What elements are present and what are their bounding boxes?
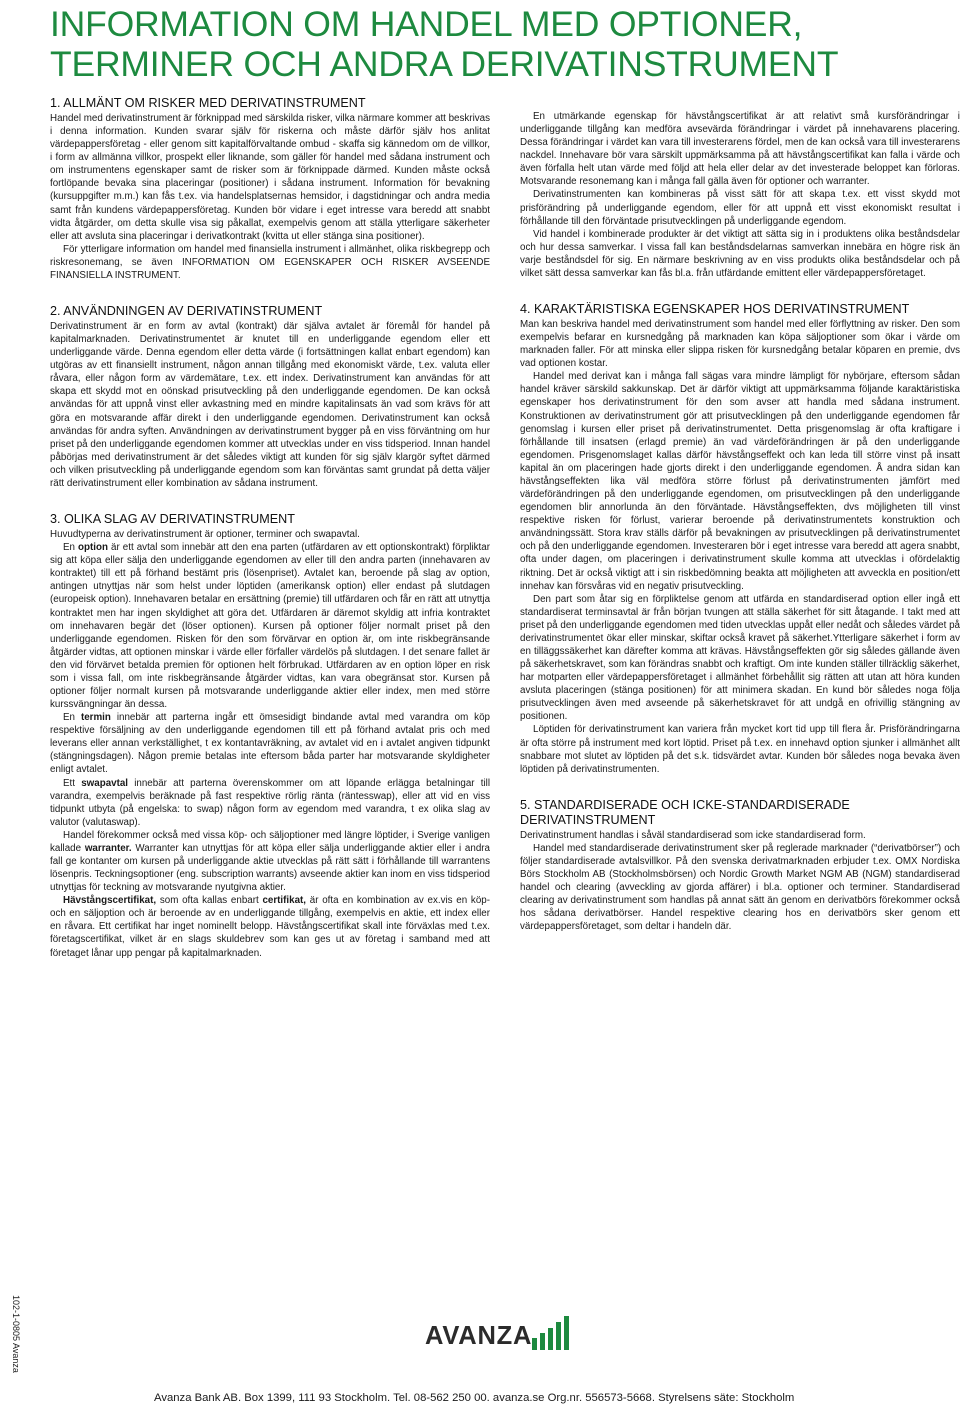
logo-wordmark: AVANZA (425, 1322, 533, 1350)
termin-lead: En (63, 712, 75, 724)
warrant-term: warranter. (84, 842, 132, 854)
swap-term: swapavtal (81, 777, 129, 789)
section-3-intro: Huvudtyperna av derivatinstrument är optioner, terminer och swapavtal. (50, 529, 360, 541)
warrant-text: Warranter kan utnyttjas för att köpa eller sälja underliggande aktier eller i andra fall ge kontanter om kursen på underliggande aktie utvecklas på rätt sätt i förhållande till warrantens lösenpris. Teckningsoptioner (eng. subscription warrants) avseende aktier kan inom en viss tidsperiod utnyttjas för teckning av motsvarande nyutgivna aktier. (50, 842, 490, 894)
swap-paragraph (50, 777, 490, 829)
section-2-paragraph: Derivatinstrument är en form av avtal (kontrakt) där själva avtalet är föremål för handel på kapitalmarknaden. Derivatinstrumentet är knutet till en underliggande egendom eller ett underliggande värde. Denna egendom eller detta värde (i fortsättningen kallat enbart egendom) kan utgöras av ett finansiellt instrument, någon annan tillgång med ekonomiskt värde, t.ex. valuta eller råvara, eller någon form av värdemätare, t.ex. ett index. Derivatinstrument kan användas för att skapa ett skydd mot en oönskad prisutveckling på den underliggande egendomen. De kan också användas för att uppnå vinst eller avkastning med en mindre kapitalinsats än vad som krävs för att göra en motsvarande affär direkt i den underliggande egendomen. Derivatinstrument kan också användas för andra syften. Användningen av derivatinstrument bygger på en viss förväntning om hur priset på den underliggande egendomen kommer att utvecklas under en viss tidsperiod. Innan handel påbörjas med derivatinstrument är det således viktigt att kunden för sig själv klargör syftet därmed och vilken prisutveckling på underliggande egendom som kan förväntas samt grundat på detta väljer rätt derivatinstrument eller kombination av sådana instrument. (50, 321, 490, 489)
section-5-heading-line2: DERIVATINSTRUMENT (520, 812, 656, 827)
section-1-paragraph: Handel med derivatinstrument är förknippad med särskilda risker, vilka närmare kommer att beskrivas i denna information. Kunden svarar själv för riskerna och måste därför själv hos anlitat värdepappersföretag - eller genom sitt kapitalförvaltande ombud - skaffa sig kännedom om de villkor, i form av allmänna villkor, prospekt eller liknande, som gäller för handel med sådana instrument och om instrumentens egenskaper samt de risker som är förknippade därmed. Kunden måste också fortlöpande bevaka sina placeringar (positioner) i sådana instrument. Information för bevakning (kursuppgifter m.m.) kan fås t.ex. via handelsplatsernas hemsidor, i dagstidningar och andra media samt från kundens värdepappersföretag. Kunden bör vidare i eget intresse vara beredd att snabbt vidta åtgärder, om detta skulle visa sig påkallat, exempelvis genom att ställa ytterligare säkerheter eller att avsluta sina placeringar i derivatkontrakt (kvitta ut eller stänga sina positioner). (50, 113, 490, 242)
section-5-paragraph: Derivatinstrument handlas i såväl standardiserad som icke standardiserad form. (520, 829, 866, 841)
section-4-paragraph: Löptiden för derivatinstrument kan variera från mycket kort tid upp till flera år. Prisförändringarna är ofta större på instrument med kort löptid. Priset på t.ex. en innehavd option sjunker i allmänhet allt snabbare mot slutet av löptiden på det s.k. tidsvärdet avtar. Kunden bör således noga bevaka även löptiden på derivatinstrumenten. (520, 724, 960, 775)
section-4-paragraph: Den part som åtar sig en förpliktelse genom att utfärda en standardiserad option eller ingå ett standardiserat terminsavtal är från början tvungen att ställa säkerhet för sitt åtagande. I takt med att priset på den underliggande egendomen med tiden utvecklas uppåt eller nedåt och således värdet på derivatinstrumentet ökar eller minskar, skiftar också kravet på säkerhet.Ytterligare säkerhet i form av en tilläggssäkerhet kan därefter komma att krävas. Hävstångseffekten gör sig således gällande även på säkerhetskravet, som kan förändras snabbt och kraftigt. Om inte kunden ställer tillräcklig säkerhet, har motparten eller värdepappersföretaget i allmänhet förbehållit sig rätten att utan att höra kunden avsluta placeringen (stänga positionen) för att minimera skadan. En kund bör således noga följa prisutvecklingen även med avseende på säkerhetskravet för att undgå en ofrivillig stängning av positionen. (520, 593, 960, 723)
termin-term: termin (80, 712, 111, 724)
option-text: är ett avtal som innebär att den ena parten (utfärdaren av ett optionskontrakt) förpliktar sig att köpa eller sälja den underliggande egendomen av eller till den andra parten (innehavaren av kontraktet) till ett på förhand bestämt pris (lösenpriset). Avtalet kan, beroende på slag av option, antingen utnyttjas när som helst under löptiden (amerikansk option) eller endast på slutdagen (europeisk option). Innehavaren betalar en ersättning (premie) till utfärdaren och får en rätt att utnyttja kontraktet men har ingen skyldighet att göra det. Utfärdaren är däremot skyldig att infria kontraktet om innehavaren begär det (löser optionen). Kursen på optioner följer normalt priset på den underliggande egendomen. Risken för den som förvärvar en option är, om inte riskbegränsande åtgärder vidtas, att optionen minskar i värde eller förfaller värdelös på slutdagen. I det senare fallet är den vid förvärvet betalda premien för optionen helt förbrukad. Utfärdaren av en option löper en risk som i vissa fall, om inte riskbegränsande åtgärder vidtas, kan vara obegränsat stor. Kursen på optioner följer normalt kursen på motsvarande underliggande aktier eller index, men med större kurssvängningar än dessa. (50, 542, 491, 711)
termin-text: innebär att parterna ingår ett ömsesidigt bindande avtal med varandra om köp respektive försäljning av den underliggande egendomen till ett på förhand avtalat pris och med leverans eller annan verkställighet, t ex kontantavräkning, av avtalet vid en i avtalet angiven tidpunkt (stängningsdagen). Någon premie betalas inte eftersom båda parter har motsvarande skyldigheter enligt avtalet. (50, 712, 490, 776)
certificate-mid: som ofta kallas enbart (159, 895, 259, 907)
avanza-logo (425, 1322, 575, 1350)
certificate-text: är ofta en kombination av ex.vis en köp- och en säljoption och är beroende av en underliggande tillgång, exempelvis en aktie, ett index eller en råvara. Ett certifikat har inget nominellt belopp. Hävstångscertifikat skall inte förväxlas med t.ex. företagscertifikat, vilket är en slags skuldebrev som kan ges ut av företag i samband med att företaget lånar upp pengar på kapitalmarknaden. (50, 895, 490, 959)
section-4-paragraph: Handel med derivat kan i många fall sägas vara mindre lämpligt för nybörjare, eftersom sådan handel kräver särskild sakkunskap. Det är därför viktigt att uppmärksamma följande karaktäristiska egenskaper hos derivatinstrument för den som avser att handla med sådana instrument. Konstruktionen av derivatinstrument gör att prisutvecklingen på den underliggande egendomen får genomslag i kursen eller priset på derivatinstrumentet. Detta prisgenomslag är ofta kraftigare i förhållande till insatsen (erlagd premie) än vad värdeförändringen är på den underliggande egendomen. Prisgenomslaget kallas därför hävstångseffekt och kan leda till större vinst på insatt kapital än om placeringen hade gjorts direkt i den underliggande egendomen. Å andra sidan kan hävstångseffekten lika väl medföra större förlust på derivatinstrumenten jämfört med värdeförändringen på den underliggande egendomen, om prisutvecklingen på den underliggande egendomen blir annorlunda än den förväntade. Hävstångseffekten, dvs möjligheten till vinst respektive risken för förlust, varierar beroende på derivatinstrumentets konstruktion och användningssätt. Stora krav ställs därför på bevakningen av prisutvecklingen på derivatinstrumentet och på den underliggande egendomen. Investeraren bör i eget intresse vara beredd att agera snabbt, ofta under dagen, om placeringen i derivatinstrument skulle komma att utvecklas i ofördelaktig riktning. Det är också viktigt att i sin riskbedömning beakta att möjligheten att avveckla en position/ett innehav kan försvåras vid en negativ prisutveckling. (520, 371, 960, 592)
certificate-term: certifikat, (262, 895, 307, 907)
section-2-heading: 2. ANVÄNDNINGEN AV DERIVATINSTRUMENT (50, 304, 323, 319)
document-title-line1: INFORMATION OM HANDEL MED OPTIONER, (50, 4, 803, 44)
document-title (50, 4, 930, 84)
right-column (520, 110, 960, 933)
section-5-heading-line1: 5. STANDARDISERADE OCH ICKE-STANDARDISERADE (520, 797, 850, 812)
logo-bars-icon (532, 1316, 576, 1350)
section-5-heading (520, 798, 960, 828)
right-intro-paragraph: Vid handel i kombinerade produkter är det viktigt att sätta sig in i produktens olika beståndsdelar och hur dessa samverkar. I vissa fall kan beståndsdelarnas samverkan innebära en högre risk än varje beståndsdel för sig. En närmare beskrivning av en viss produkts olika beståndsdelar och på vilket sätt dessa samverkar kan fås bl.a. från utfärdande emittent eller värdepappersföretaget. (520, 228, 960, 279)
section-5-paragraph: Handel med standardiserade derivatinstrument sker på reglerade marknader (“derivatbörser”) och följer standardiserade avtalsvillkor. På den svenska derivatmarknaden erbjuder t.ex. OMX Nordiska Börs Stockholm AB (Stockholmsbörsen) och Nordic Growth Market NGM AB (NGM) standardiserad handel och clearing (avveckling av gjorda affärer) i bl.a. optioner och terminer. Standardiserad clearing av derivatinstrument som handlas på annat sätt än genom en derivatbörs förekommer också hos sådana derivatbörser. Handel respektive clearing hos en derivatbörs sker genom ett värdepappersföretaget, som deltar i handeln där. (520, 842, 960, 933)
swap-lead: Ett (63, 777, 75, 789)
warrant-paragraph (50, 829, 490, 894)
section-3-heading: 3. OLIKA SLAG AV DERIVATINSTRUMENT (50, 512, 295, 527)
section-4-heading: 4. KARAKTÄRISTISKA EGENSKAPER HOS DERIVATINSTRUMENT (520, 302, 910, 317)
warrant-lead: Handel förekommer också med vissa köp- och säljoptioner med längre löptider, i Sverige vanligen kallade (50, 829, 490, 854)
certificate-paragraph (50, 894, 490, 959)
termin-paragraph (50, 711, 490, 776)
right-intro-paragraph: En utmärkande egenskap för hävstångscertifikat är att relativt små kursförändringar i underliggande tillgång kan medföra avsevärda förändringar i värdet på innehavarens placering. Dessa förändringar i värdet kan vara till investerarens fördel, men de kan också vara till investerarens nackdel. Innehavare bör vara särskilt uppmärksamma på att hävstångscertifikat kan falla i värde och även förfalla helt utan värde med följd att hela eller delar av det investerade beloppet kan förloras. Motsvarande resonemang kan i många fall gälla även för optioner och warranter. (520, 111, 960, 188)
option-lead: En (63, 542, 75, 554)
swap-text: innebär att parterna överenskommer om att löpande erlägga betalningar till varandra, exempelvis beräknade på fast respektive rörlig ränta (räntesswap), eller att vid en viss tidpunkt utbyta (på engelska: to swap) någon form av egendom med varandra, t ex olika slag av valutor (valutaswap). (50, 777, 491, 828)
section-4-paragraph: Man kan beskriva handel med derivatinstrument som handel med eller förflyttning av risker. Den som exempelvis befarar en kursnedgång på marknaden kan köpa säljoptioner som ökar i värde om marknaden faller. För att minska eller slippa risken för kursnedgång betalar köparen en premie, dvs vad optionen kostar. (520, 319, 960, 370)
footer-contact-line: Avanza Bank AB. Box 1399, 111 93 Stockholm. Tel. 08-562 250 00. avanza.se Org.nr. 556573-5668. Styrelsens säte: Stockholm (154, 1392, 795, 1404)
leverage-certificate-term: Hävstångscertifikat, (63, 895, 157, 907)
document-code: 102-1-0805 Avanza (11, 1295, 21, 1373)
left-column (50, 96, 490, 960)
option-paragraph (50, 541, 490, 711)
right-intro-paragraph: Derivatinstrumenten kan kombineras på visst sätt för att skapa t.ex. ett visst skydd mot prisförändring på underliggande egendom, eller för att uppnå ett visst ekonomiskt resultat i förhållande till den förväntade prisutvecklingen på underliggande egendom. (520, 189, 960, 227)
section-1-heading: 1. ALLMÄNT OM RISKER MED DERIVATINSTRUMENT (50, 96, 366, 110)
section-1-paragraph: För ytterligare information om handel med finansiella instrument i allmänhet, olika riskbegrepp och riskresonemang, se även INFORMATION OM EGENSKAPER OCH RISKER AVSEENDE FINANSIELLA INSTRUMENT. (50, 243, 490, 281)
document-title-line2: TERMINER OCH ANDRA DERIVATINSTRUMENT (50, 44, 839, 84)
option-term: option (78, 542, 108, 554)
